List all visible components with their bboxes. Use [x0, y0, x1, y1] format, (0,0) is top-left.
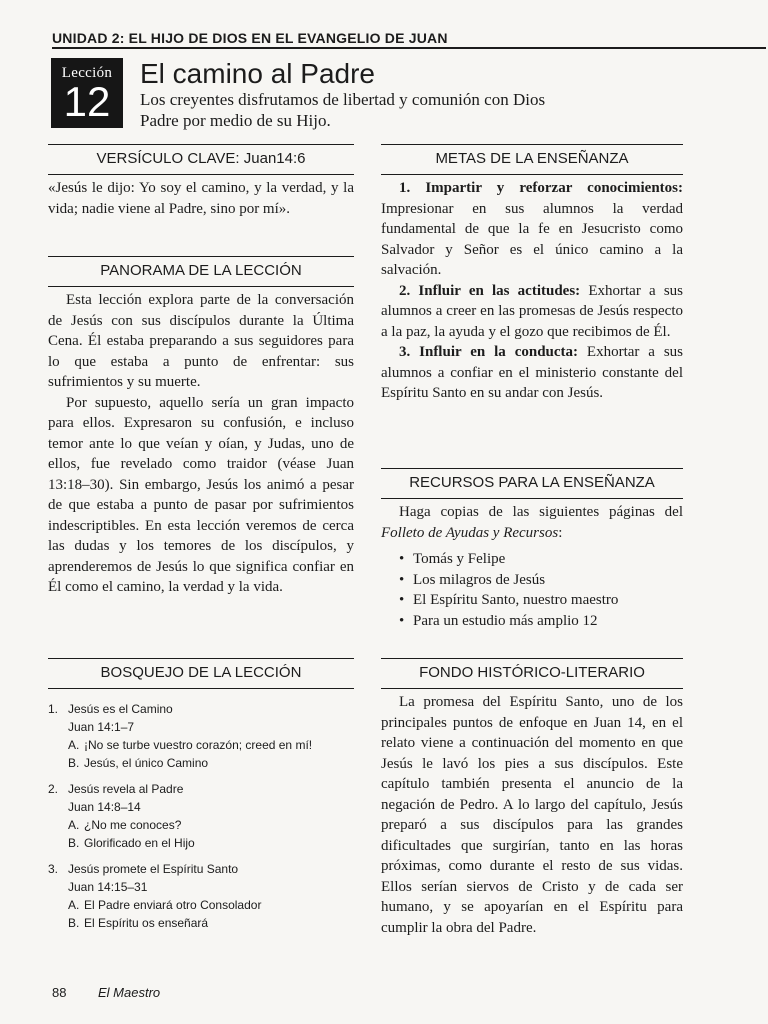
- outline-number: 2.: [48, 782, 59, 796]
- outline-number: 3.: [48, 862, 59, 876]
- overview-label: PANORAMA DE LA LECCIÓN: [100, 262, 302, 279]
- key-verse-quote: «Jesús le dijo: Yo soy el camino, y la verdad, y la vida; nadie viene al Padre, sino por mí».: [48, 180, 354, 217]
- lesson-title: El camino al Padre: [140, 58, 376, 89]
- key-verse-ref: Juan14:6: [243, 150, 306, 167]
- background-text: [381, 692, 683, 938]
- lesson-subtitle: Los creyentes disfrutamos de libertad y comunión con Dios Padre por medio de su Hijo.: [140, 90, 546, 130]
- magazine-title: El Maestro: [98, 985, 161, 1000]
- outline-ref: Juan 14:1–7: [68, 720, 135, 734]
- outline-list: [48, 700, 354, 940]
- outline-sub-text: El Padre enviará otro Consolador: [84, 898, 262, 912]
- resources-heading: [381, 468, 683, 500]
- outline-sub-letter: A.: [68, 738, 80, 752]
- outline-subitem: [68, 914, 354, 932]
- goal-desc: Exhortar a sus alumnos a creer en las promesas de Jesús respecto a la paz, la ayuda y el gozo que recibimos de Él.: [381, 282, 683, 340]
- goals-text: [381, 178, 683, 404]
- outline-ref: Juan 14:15–31: [68, 880, 148, 894]
- goal-item: [381, 178, 683, 281]
- overview-text: [48, 290, 354, 598]
- outline-subitem: [68, 816, 354, 834]
- outline-title: Jesús promete el Espíritu Santo: [68, 862, 239, 876]
- key-verse-label: VERSÍCULO CLAVE:: [96, 150, 240, 167]
- outline-title: Jesús revela al Padre: [68, 782, 184, 796]
- outline-subitem: [68, 896, 354, 914]
- goal-desc: Impresionar en sus alumnos la verdad fundamental de que la fe en Jesucristo como Salvador y Señor es el único camino a la salvación.: [381, 200, 683, 278]
- unit-header: UNIDAD 2: EL HIJO DE DIOS EN EL EVANGELIO DE JUAN: [52, 30, 448, 46]
- header-rule: [52, 47, 766, 49]
- outline-sub-letter: A.: [68, 818, 80, 832]
- overview-heading: [48, 256, 354, 288]
- list-item: • El Espíritu Santo, nuestro maestro: [399, 590, 683, 611]
- outline-sub-text: Glorificado en el Hijo: [84, 836, 195, 850]
- list-item: • Los milagros de Jesús: [399, 570, 683, 591]
- outline-sub-text: ¿No me conoces?: [84, 818, 182, 832]
- outline-sub-letter: B.: [68, 916, 80, 930]
- lesson-badge: [51, 58, 123, 128]
- lesson-number: 12: [63, 78, 111, 125]
- overview-paragraph: Por supuesto, aquello sería un gran impacto para ellos. Expresaron su confusión, e incluso temor ante lo que veían y oían, y Judas, uno de ellos, fue revelado como traidor (véase Juan 13:18–30). Sin embargo, Jesús los animó a pesar de que estaba a punto de pasar por sufrimientos indescriptibles. En esta lección veremos de cerca las dudas y los temores de los discípulos, y aprenderemos de Jesús lo que significa confiar en Él como el camino, la verdad y la vida.: [48, 394, 354, 595]
- resources-intro-end: :: [558, 524, 563, 541]
- key-verse-text: [48, 178, 354, 219]
- goals-label: METAS DE LA ENSEÑANZA: [435, 150, 629, 167]
- outline-label: BOSQUEJO DE LA LECCIÓN: [100, 664, 302, 681]
- background-paragraph: La promesa del Espíritu Santo, uno de los principales puntos de enfoque en Juan 14, en el relato viene a continuación del momento en que Jesús le lavó los pies a sus discípulos. Este capítulo también presenta el anuncio de la negación de Pedro. A lo largo del capítulo, Jesús preparó a sus discípulos para las grandes dificultades que surgirían, tanto en las horas próximas, como durante el resto de sus vidas. Ellos serían siervos de Cristo y de cada ser humano, y se apoyarían en el Espíritu para cumplir la obra del Padre.: [381, 694, 683, 936]
- outline-ref: Juan 14:8–14: [68, 800, 141, 814]
- outline-sub-text: El Espíritu os enseñará: [84, 916, 209, 930]
- goal-desc: Exhortar a sus alumnos a confiar en el ministerio constante del Espíritu Santo en su andar con Jesús.: [381, 344, 683, 401]
- outline-sub-letter: B.: [68, 756, 80, 770]
- outline-number: 1.: [48, 702, 59, 716]
- outline-item: [48, 780, 354, 852]
- page-number: 88: [52, 985, 67, 1000]
- outline-title: Jesús es el Camino: [68, 702, 173, 716]
- resources-intro: [381, 502, 683, 543]
- outline-sub-letter: A.: [68, 898, 80, 912]
- outline-item: [48, 860, 354, 932]
- outline-item: [48, 700, 354, 772]
- goal-title: 3. Influir en la conducta:: [399, 344, 579, 360]
- goal-title: 1. Impartir y reforzar conocimientos:: [399, 180, 683, 196]
- goals-heading: [381, 144, 683, 176]
- background-heading: [381, 658, 683, 690]
- outline-subitem: [68, 754, 354, 772]
- background-label: FONDO HISTÓRICO-LITERARIO: [419, 664, 645, 681]
- list-item: • Para un estudio más amplio 12: [399, 611, 683, 632]
- key-verse-heading: [48, 144, 354, 176]
- resources-intro-text: Haga copias de las siguientes páginas del: [399, 504, 683, 520]
- goal-title: 2. Influir en las actitudes:: [399, 282, 581, 299]
- resources-list: [399, 549, 683, 631]
- lesson-word: Lección: [61, 65, 113, 81]
- resources-booklet: Folleto de Ayudas y Recursos: [381, 524, 559, 541]
- goal-item: [381, 342, 683, 404]
- goal-item: [381, 281, 683, 343]
- outline-sub-letter: B.: [68, 836, 80, 850]
- resources-text: [381, 502, 683, 631]
- outline-subitem: [68, 834, 354, 852]
- resources-label: RECURSOS PARA LA ENSEÑANZA: [409, 474, 655, 491]
- overview-paragraph: Esta lección explora parte de la conversación de Jesús con sus discípulos durante la Última Cena. Él estaba preparando a sus seguidores para lo que estaba a punto de enfrentar: sus sufrimientos y su muerte.: [48, 292, 354, 390]
- outline-subitem: [68, 736, 354, 754]
- outline-heading: [48, 658, 354, 690]
- list-item: • Tomás y Felipe: [399, 549, 683, 570]
- outline-sub-text: ¡No se turbe vuestro corazón; creed en mí!: [84, 738, 313, 752]
- outline-sub-text: Jesús, el único Camino: [84, 756, 209, 770]
